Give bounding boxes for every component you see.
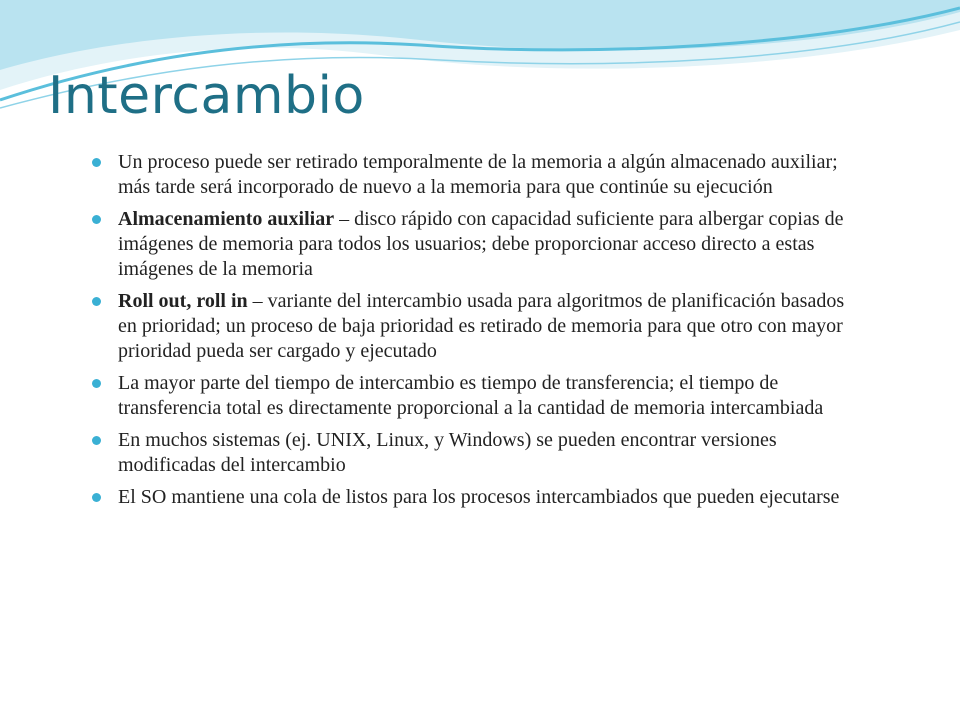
bullet-item [92, 289, 852, 364]
bullet-dot-icon [92, 379, 101, 388]
bullet-dot-icon [92, 436, 101, 445]
bullet-item [92, 207, 852, 282]
bullet-item [92, 428, 852, 478]
bullet-text: El SO mantiene una cola de listos para los procesos intercambiados que pueden ejecutarse [118, 486, 840, 508]
bullet-dot-icon [92, 158, 101, 167]
bullet-text: – disco rápido con capacidad suficiente para albergar copias de imágenes de memoria para todos los usuarios; debe proporcionar acceso directo a estas imágenes de la memoria [118, 208, 844, 280]
bullet-list [92, 150, 852, 517]
bullet-term: Roll out, roll in [118, 290, 248, 312]
bullet-item [92, 485, 852, 510]
bullet-text: – variante del intercambio usada para algoritmos de planificación basados en prioridad; un proceso de baja prioridad es retirado de memoria para que otro con mayor prioridad pueda ser cargado y ejecutado [118, 290, 845, 362]
bullet-dot-icon [92, 493, 101, 502]
bullet-item [92, 150, 852, 200]
bullet-item [92, 371, 852, 421]
bullet-dot-icon [92, 215, 101, 224]
bullet-text: La mayor parte del tiempo de intercambio es tiempo de transferencia; el tiempo de transferencia total es directamente proporcional a la cantidad de memoria intercambiada [118, 372, 824, 419]
bullet-text: Un proceso puede ser retirado temporalmente de la memoria a algún almacenado auxiliar; más tarde será incorporado de nuevo a la memoria para que continúe su ejecución [118, 151, 838, 198]
bullet-term: Almacenamiento auxiliar [118, 208, 335, 230]
slide-title: Intercambio [48, 66, 365, 126]
bullet-dot-icon [92, 297, 101, 306]
bullet-text: En muchos sistemas (ej. UNIX, Linux, y Windows) se pueden encontrar versiones modificadas del intercambio [118, 429, 777, 476]
